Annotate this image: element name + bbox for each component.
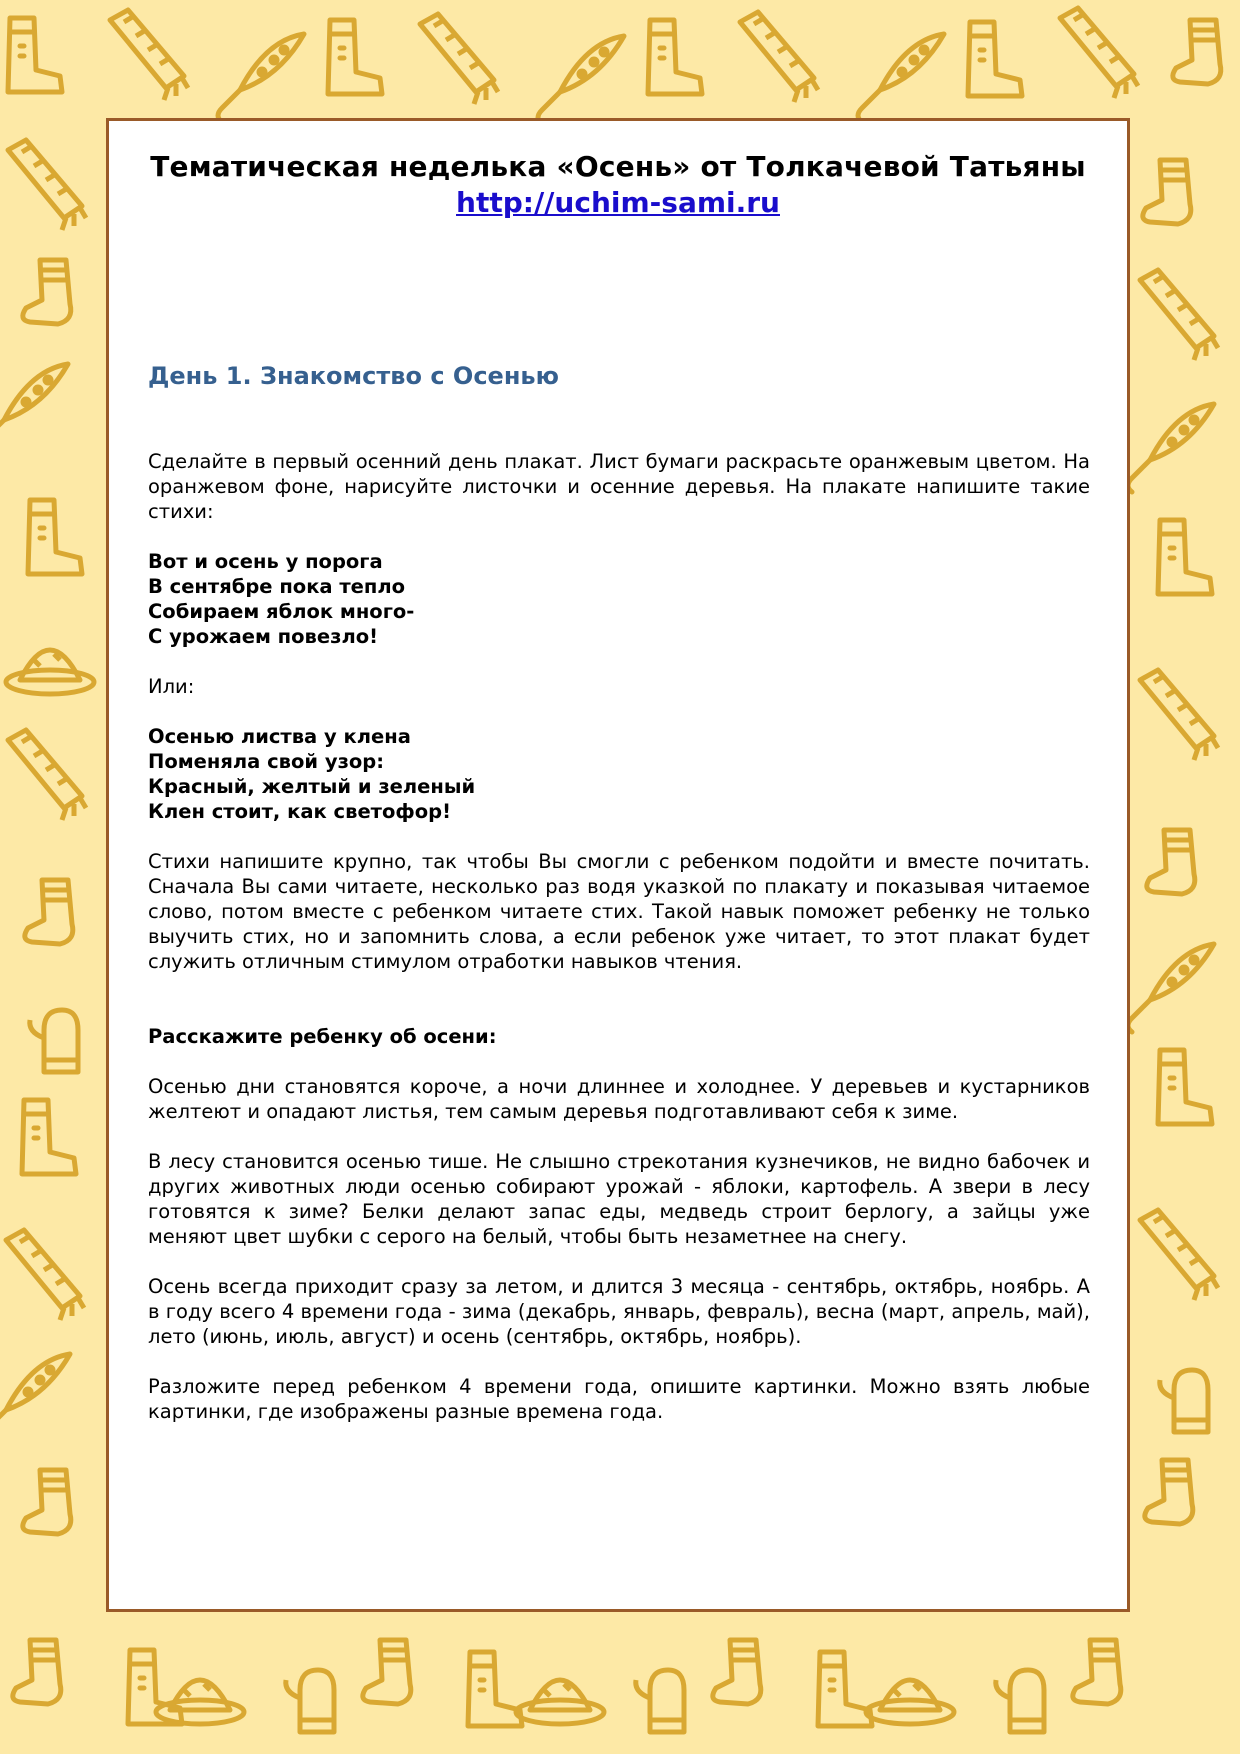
poem-line: Собираем яблок много- xyxy=(148,600,415,623)
poem-line: Осенью листва у клена xyxy=(148,725,411,748)
story-heading: Расскажите ребенку об осени: xyxy=(148,1025,497,1048)
document-body xyxy=(148,361,1090,1449)
intro-paragraph: Сделайте в первый осенний день плакат. Лист бумаги раскрасьте оранжевым цветом. На оранжевом фоне, нарисуйте листочки и осенние деревья. На плакате напишите такие стихи: xyxy=(148,450,1090,523)
day-heading: День 1. Знакомство с Осенью xyxy=(148,362,559,390)
poem-line: Красный, желтый и зеленый xyxy=(148,775,476,798)
poem-one xyxy=(148,549,1090,649)
poem-line: В сентябре пока тепло xyxy=(148,575,406,598)
spacer xyxy=(148,999,1090,1024)
story-paragraph: Осень всегда приходит сразу за летом, и длится 3 месяца - сентябрь, октябрь, ноябрь. А в году всего 4 времени года - зима (декабрь, январь, февраль), весна (март, апрель, май), лето (июнь, июль, август) и осень (сентябрь, октябрь, ноябрь). xyxy=(148,1275,1090,1348)
poem-line: С урожаем повезло! xyxy=(148,625,379,648)
story-paragraph: В лесу становится осенью тише. Не слышно стрекотания кузнечиков, не видно бабочек и других животных люди осенью собирают урожай - яблоки, картофель. А звери в лесу готовятся к зиме? Белки делают запас еды, медведь строит берлогу, а зайцы уже меняют цвет шубки с серого на белый, чтобы быть незаметнее на снегу. xyxy=(148,1150,1090,1248)
poem-line: Вот и осень у порога xyxy=(148,550,383,573)
story-paragraph: Осенью дни становятся короче, а ночи длиннее и холоднее. У деревьев и кустарников желтеют и опадают листья, тем самым деревья подготавливают себя к зиме. xyxy=(148,1075,1090,1123)
website-link[interactable]: http://uchim-sami.ru xyxy=(456,186,780,219)
document-header xyxy=(109,149,1127,221)
document-title: Тематическая неделька «Осень» от Толкачевой Татьяны xyxy=(150,150,1086,183)
poem-line: Поменяла свой узор: xyxy=(148,750,385,773)
story-paragraph: Разложите перед ребенком 4 времени года, опишите картинки. Можно взять любые картинки, где изображены разные времена года. xyxy=(148,1375,1090,1423)
document-page xyxy=(106,118,1130,1612)
poem-line: Клен стоит, как светофор! xyxy=(148,800,451,823)
or-label: Или: xyxy=(148,675,195,698)
poem-two xyxy=(148,724,1090,824)
instructions-paragraph: Стихи напишите крупно, так чтобы Вы смогли с ребенком подойти и вместе почитать. Сначала Вы сами читаете, несколько раз водя указкой по плакату и показывая читаемое слово, потом вместе с ребенком читаете стих. Такой навык поможет ребенку не только выучить стих, но и запомнить слова, а если ребенок уже читает, то этот плакат будет служить отличным стимулом отработки навыков чтения. xyxy=(148,850,1090,973)
